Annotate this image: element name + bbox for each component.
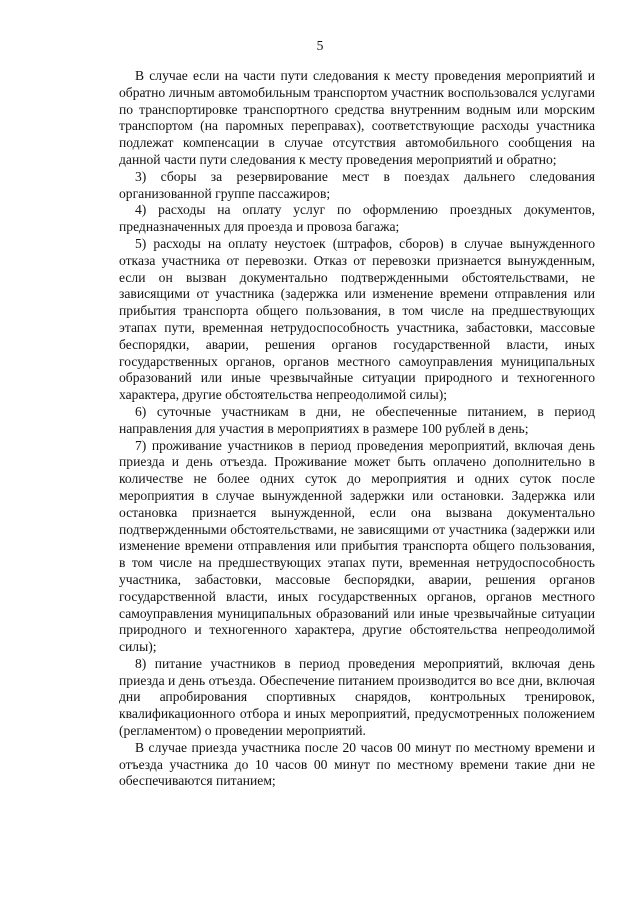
paragraph-item-4-ticketing-services: 4) расходы на оплату услуг по оформлению проездных документов, предназначенных для проезда и провоза багажа; (119, 202, 595, 235)
paragraph-item-7-accommodation: 7) проживание участников в период проведения мероприятий, включая день приезда и день отъезда. Проживание может быть оплачено дополнительно в количестве не более одних суток до мероприятия и одних суток после мероприятия в случае вынужденной задержки или остановки. Задержка или остановка признается вынужденной, если она вызвана документально подтвержденными обстоятельствами, не зависящими от участника (задержки или изменение времени отправления или прибытия транспорта общего пользования, в том числе на предшествующих этапах пути, временная нетрудоспособность участника, забастовки, массовые беспорядки, аварии, решения органов государственной власти, иных государственных органов, органов местного самоуправления муниципальных образований или иные чрезвычайные ситуации природного и техногенного характера, другие обстоятельства непреодолимой силы); (119, 437, 595, 655)
paragraph-meal-exception: В случае приезда участника после 20 часов 00 минут по местному времени и отъезда участника до 10 часов 00 минут по местному времени такие дни не обеспечиваются питанием; (119, 739, 595, 789)
paragraph-item-5-penalties: 5) расходы на оплату неустоек (штрафов, сборов) в случае вынужденного отказа участника от перевозки. Отказ от перевозки признается вынужденным, если он вызван документально подтвержденными обстоятельствами, не зависящими от участника (задержка или изменение времени отправления или прибытия транспорта общего пользования, в том числе на предшествующих этапах пути, временная нетрудоспособность участника, забастовки, массовые беспорядки, аварии, решения органов государственной власти, иных государственных органов, органов местного самоуправления муниципальных образований или иные чрезвычайные ситуации природного и техногенного характера, другие обстоятельства непреодолимой силы); (119, 235, 595, 403)
paragraph-ferry-compensation: В случае если на части пути следования к месту проведения мероприятий и обратно личным автомобильным транспортом участник воспользовался услугами по транспортировке транспортного средства внутренним водным или морским транспортом (на паромных переправах), соответствующие расходы участника подлежат компенсации в случае отсутствия автомобильного сообщения на данной части пути следования к месту проведения мероприятий и обратно; (119, 68, 595, 167)
paragraph-item-6-daily-allowance: 6) суточные участникам в дни, не обеспеченные питанием, в период направления для участия в мероприятиях в размере 100 рублей в день; (119, 403, 595, 436)
paragraph-item-3-reservation-fees: 3) сборы за резервирование мест в поездах дальнего следования организованной группе пассажиров; (119, 168, 595, 201)
paragraph-item-8-meals: 8) питание участников в период проведения мероприятий, включая день приезда и день отъезда. Обеспечение питанием производится во все дни, включая дни апробирования спортивных снарядов, контрольных тренировок, квалификационного отбора и иных мероприятий, предусмотренных положением (регламентом) о проведении мероприятий. (119, 655, 595, 739)
document-body (119, 68, 595, 790)
page-number: 5 (316, 38, 324, 53)
